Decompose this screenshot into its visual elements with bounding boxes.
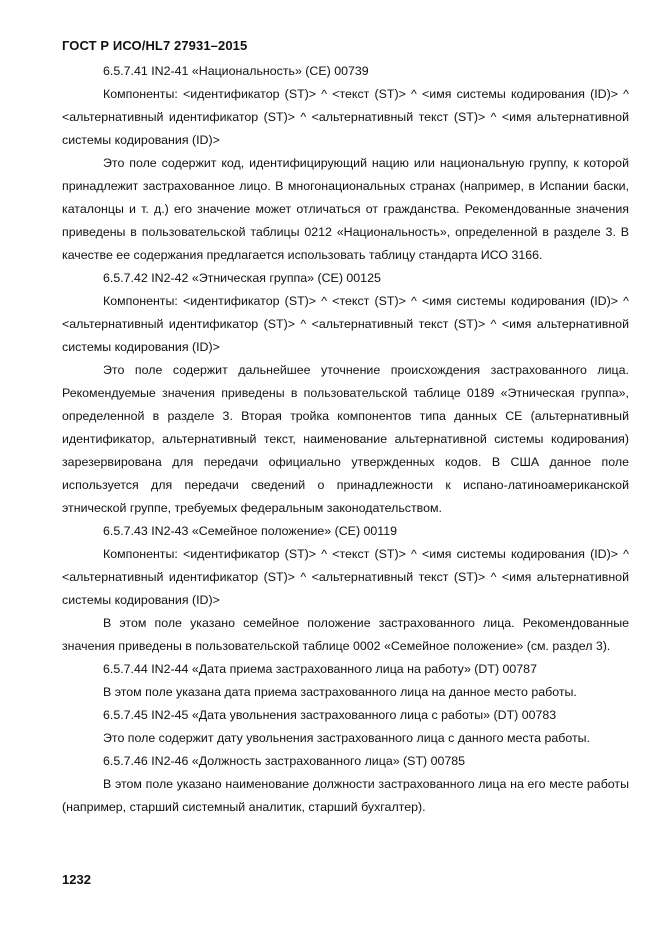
body-paragraph: В этом поле указано наименование должности застрахованного лица на его месте работы (например, старший системный аналитик, старший бухгалтер). bbox=[62, 777, 629, 814]
components-paragraph: Компоненты: <идентификатор (ST)> ^ <текст (ST)> ^ <имя системы кодирования (ID)> ^ <альтернативный идентификатор (ST)> ^ <альтернативный текст (ST)> ^ <имя альтернативной системы кодирования (ID)> bbox=[62, 547, 629, 607]
document-body bbox=[62, 60, 629, 819]
section-heading: 6.5.7.43 IN2-43 «Семейное положение» (CE) 00119 bbox=[103, 524, 398, 538]
body-paragraph: В этом поле указана дата приема застрахованного лица на данное место работы. bbox=[103, 685, 577, 699]
body-paragraph: Это поле содержит дату увольнения застрахованного лица с данного места работы. bbox=[103, 731, 591, 745]
body-paragraph: В этом поле указано семейное положение застрахованного лица. Рекомендованные значения приведены в пользовательской таблице 0002 «Семейное положение» (см. раздел 3). bbox=[62, 616, 629, 653]
components-paragraph: Компоненты: <идентификатор (ST)> ^ <текст (ST)> ^ <имя системы кодирования (ID)> ^ <альтернативный идентификатор (ST)> ^ <альтернативный текст (ST)> ^ <имя альтернативной системы кодирования (ID)> bbox=[62, 294, 629, 354]
section-heading: 6.5.7.44 IN2-44 «Дата приема застрахованного лица на работу» (DT) 00787 bbox=[103, 662, 537, 676]
section-heading: 6.5.7.41 IN2-41 «Национальность» (CE) 00739 bbox=[103, 64, 369, 78]
section-heading: 6.5.7.42 IN2-42 «Этническая группа» (CE) 00125 bbox=[103, 271, 381, 285]
page-number: 1232 bbox=[62, 872, 91, 887]
section-heading: 6.5.7.46 IN2-46 «Должность застрахованного лица» (ST) 00785 bbox=[103, 754, 466, 768]
section-heading: 6.5.7.45 IN2-45 «Дата увольнения застрахованного лица с работы» (DT) 00783 bbox=[103, 708, 557, 722]
body-paragraph: Это поле содержит дальнейшее уточнение происхождения застрахованного лица. Рекомендуемые значения приведены в пользовательской таблице 0189 «Этническая группа», определенной в разделе 3. Вторая тройка компонентов типа данных CE (альтернативный идентификатор, альтернативный текст, наименование альтернативной системы кодирования) зарезервирована для передачи официально утвержденных кодов. В США данное поле используется для передачи сведений о принадлежности к испано-латиноамериканской этнической группе, требуемых федеральным законодательством. bbox=[62, 363, 629, 515]
components-paragraph: Компоненты: <идентификатор (ST)> ^ <текст (ST)> ^ <имя системы кодирования (ID)> ^ <альтернативный идентификатор (ST)> ^ <альтернативный текст (ST)> ^ <имя альтернативной системы кодирования (ID)> bbox=[62, 87, 629, 147]
document-header: ГОСТ Р ИСО/HL7 27931–2015 bbox=[62, 38, 248, 53]
body-paragraph: Это поле содержит код, идентифицирующий нацию или национальную группу, к которой принадлежит застрахованное лицо. В многонациональных странах (например, в Испании баски, каталонцы и т. д.) его значение может отличаться от гражданства. Рекомендованные значения приведены в пользовательской таблицы 0212 «Национальность», определенной в разделе 3. В качестве ее содержания предлагается использовать таблицу стандарта ИСО 3166. bbox=[62, 156, 629, 262]
